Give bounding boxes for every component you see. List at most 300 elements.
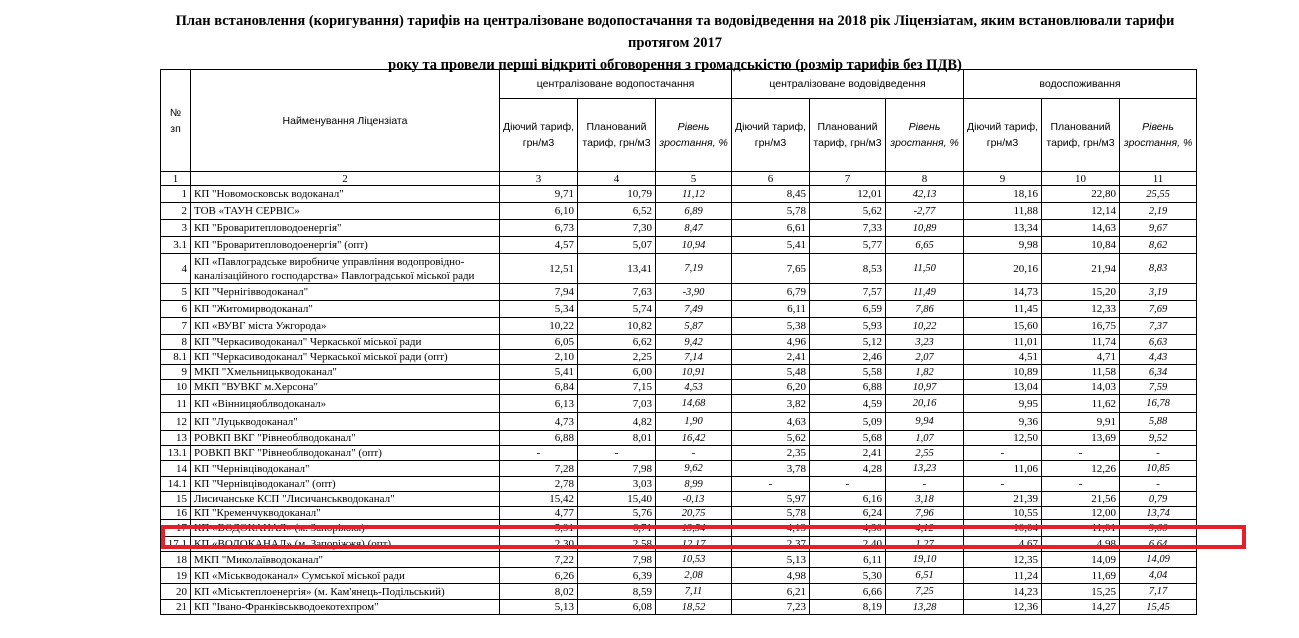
current-tariff-cell: 6,11	[732, 301, 810, 318]
planned-tariff-cell: -	[1042, 477, 1120, 492]
growth-level-cell: 1,82	[886, 365, 964, 380]
planned-tariff-cell: 7,03	[578, 395, 656, 413]
current-tariff-cell: 6,88	[500, 431, 578, 446]
growth-level-cell: 11,49	[886, 284, 964, 301]
current-tariff-cell: 2,37	[732, 537, 810, 552]
current-tariff-cell: 10,89	[964, 365, 1042, 380]
planned-tariff-cell: 14,09	[1042, 552, 1120, 568]
table-row	[161, 568, 1197, 584]
growth-level-cell: 10,94	[656, 237, 732, 254]
growth-level-cell: 4,43	[1120, 350, 1197, 365]
growth-level-cell: 6,51	[886, 568, 964, 584]
table-row	[161, 395, 1197, 413]
current-tariff-cell: 11,06	[964, 461, 1042, 477]
planned-tariff-cell: 5,74	[578, 301, 656, 318]
planned-tariff-cell: 8,59	[578, 584, 656, 600]
current-tariff-cell: 12,35	[964, 552, 1042, 568]
header-name: Найменування Ліцензіата	[191, 70, 500, 172]
current-tariff-cell: 14,73	[964, 284, 1042, 301]
current-tariff-cell: 5,97	[732, 492, 810, 507]
current-tariff-cell: 5,13	[500, 600, 578, 615]
current-tariff-cell: 21,39	[964, 492, 1042, 507]
header-current-tariff: Діючий тариф, грн/м3	[500, 99, 578, 172]
row-number: 12	[161, 413, 191, 431]
row-number: 8.1	[161, 350, 191, 365]
planned-tariff-cell: 11,69	[1042, 568, 1120, 584]
licensee-name: МКП "Миколаївводоканал"	[191, 552, 500, 568]
current-tariff-cell: 3,82	[732, 395, 810, 413]
current-tariff-cell: 13,34	[964, 220, 1042, 237]
current-tariff-cell: 9,71	[500, 186, 578, 203]
licensee-name: КП "Чернівціводоканал"	[191, 461, 500, 477]
header-growth-level: Рівень зростання, %	[1120, 99, 1197, 172]
growth-level-cell: 7,25	[886, 584, 964, 600]
growth-level-cell: 0,79	[1120, 492, 1197, 507]
planned-tariff-cell: 8,19	[810, 600, 886, 615]
current-tariff-cell: 11,45	[964, 301, 1042, 318]
licensee-name: КП "Чернівціводоканал" (опт)	[191, 477, 500, 492]
growth-level-cell: 7,69	[1120, 301, 1197, 318]
row-number: 20	[161, 584, 191, 600]
table-row	[161, 380, 1197, 395]
planned-tariff-cell: 12,01	[810, 186, 886, 203]
current-tariff-cell: 7,65	[732, 254, 810, 284]
growth-level-cell: 15,45	[1120, 600, 1197, 615]
growth-level-cell: 9,67	[1120, 220, 1197, 237]
current-tariff-cell: 2,10	[500, 350, 578, 365]
tariff-table	[160, 69, 1197, 615]
growth-level-cell: 16,78	[1120, 395, 1197, 413]
current-tariff-cell: 11,88	[964, 203, 1042, 220]
table-row	[161, 350, 1197, 365]
planned-tariff-cell: 7,98	[578, 552, 656, 568]
growth-level-cell: -	[1120, 477, 1197, 492]
row-number: 21	[161, 600, 191, 615]
table-row	[161, 600, 1197, 615]
growth-level-cell: 12,17	[656, 537, 732, 552]
planned-tariff-cell: 5,12	[810, 335, 886, 350]
current-tariff-cell: 5,78	[732, 203, 810, 220]
licensee-name: РОВКП ВКГ "Рівнеоблводоканал" (опт)	[191, 446, 500, 461]
growth-level-cell: 9,52	[1120, 431, 1197, 446]
row-number: 19	[161, 568, 191, 584]
planned-tariff-cell: 12,00	[1042, 507, 1120, 520]
licensee-name: КП "Кременчукводоканал"	[191, 507, 500, 520]
licensee-name: КП "Броваритепловодоенергія" (опт)	[191, 237, 500, 254]
planned-tariff-cell: -	[1042, 446, 1120, 461]
planned-tariff-cell: 7,57	[810, 284, 886, 301]
row-number: 10	[161, 380, 191, 395]
row-number: 5	[161, 284, 191, 301]
growth-level-cell: 14,68	[656, 395, 732, 413]
header-planned-tariff: Планований тариф, грн/м3	[810, 99, 886, 172]
growth-level-cell: 6,63	[1120, 335, 1197, 350]
planned-tariff-cell: 5,30	[810, 568, 886, 584]
current-tariff-cell: 5,41	[732, 237, 810, 254]
growth-level-cell: 1,27	[886, 537, 964, 552]
planned-tariff-cell: 6,62	[578, 335, 656, 350]
tariff-table-body	[161, 186, 1197, 615]
planned-tariff-cell: 10,84	[1042, 237, 1120, 254]
growth-level-cell: 4,12	[886, 520, 964, 537]
current-tariff-cell: 6,26	[500, 568, 578, 584]
current-tariff-cell: 9,98	[964, 237, 1042, 254]
growth-level-cell: 10,91	[656, 365, 732, 380]
current-tariff-cell: 4,63	[732, 413, 810, 431]
current-tariff-cell: -	[964, 477, 1042, 492]
current-tariff-cell: 6,05	[500, 335, 578, 350]
growth-level-cell: 6,89	[656, 203, 732, 220]
header-planned-tariff: Планований тариф, грн/м3	[1042, 99, 1120, 172]
planned-tariff-cell: 12,26	[1042, 461, 1120, 477]
table-row	[161, 318, 1197, 335]
current-tariff-cell: 7,28	[500, 461, 578, 477]
column-number-row	[161, 172, 1197, 186]
current-tariff-cell: 4,51	[964, 350, 1042, 365]
licensee-name: КП «Вінницяоблводоканал»	[191, 395, 500, 413]
table-row	[161, 431, 1197, 446]
growth-level-cell: -	[886, 477, 964, 492]
current-tariff-cell: 6,20	[732, 380, 810, 395]
licensee-name: МКП "ВУВКГ м.Херсона"	[191, 380, 500, 395]
table-row	[161, 237, 1197, 254]
header-group-water-supply: централізоване водопостачання	[500, 70, 732, 99]
current-tariff-cell: 2,41	[732, 350, 810, 365]
row-number: 1	[161, 186, 191, 203]
growth-level-cell: 13,54	[656, 520, 732, 537]
growth-level-cell: 6,65	[886, 237, 964, 254]
row-number: 18	[161, 552, 191, 568]
table-row	[161, 335, 1197, 350]
planned-tariff-cell: 14,27	[1042, 600, 1120, 615]
licensee-name: КП "Броваритепловодоенергія"	[191, 220, 500, 237]
growth-level-cell: 1,07	[886, 431, 964, 446]
planned-tariff-cell: 11,62	[1042, 395, 1120, 413]
growth-level-cell: 14,09	[1120, 552, 1197, 568]
row-number: 16	[161, 507, 191, 520]
current-tariff-cell: 6,73	[500, 220, 578, 237]
table-row	[161, 492, 1197, 507]
growth-level-cell: 7,59	[1120, 380, 1197, 395]
growth-level-cell: 7,17	[1120, 584, 1197, 600]
growth-level-cell: 7,49	[656, 301, 732, 318]
planned-tariff-cell: 7,30	[578, 220, 656, 237]
current-tariff-cell: 4,73	[500, 413, 578, 431]
row-number: 2	[161, 203, 191, 220]
growth-level-cell: -2,77	[886, 203, 964, 220]
header-growth-level: Рівень зростання, %	[886, 99, 964, 172]
row-number: 14	[161, 461, 191, 477]
row-number: 3.1	[161, 237, 191, 254]
current-tariff-cell: 15,60	[964, 318, 1042, 335]
growth-level-cell: 7,86	[886, 301, 964, 318]
current-tariff-cell: 6,13	[500, 395, 578, 413]
growth-level-cell: 2,55	[886, 446, 964, 461]
growth-level-cell: 3,18	[886, 492, 964, 507]
table-row	[161, 507, 1197, 520]
planned-tariff-cell: 5,93	[810, 318, 886, 335]
planned-tariff-cell: 11,74	[1042, 335, 1120, 350]
current-tariff-cell: 7,23	[732, 600, 810, 615]
growth-level-cell: -	[1120, 446, 1197, 461]
row-number: 7	[161, 318, 191, 335]
licensee-name: КП "Луцькводоканал"	[191, 413, 500, 431]
column-number: 6	[732, 172, 810, 186]
current-tariff-cell: 10,22	[500, 318, 578, 335]
growth-level-cell: 9,42	[656, 335, 732, 350]
planned-tariff-cell: 22,80	[1042, 186, 1120, 203]
planned-tariff-cell: 12,33	[1042, 301, 1120, 318]
current-tariff-cell: 5,62	[732, 431, 810, 446]
growth-level-cell: 18,52	[656, 600, 732, 615]
column-number: 7	[810, 172, 886, 186]
planned-tariff-cell: 4,71	[1042, 350, 1120, 365]
planned-tariff-cell: 9,91	[1042, 413, 1120, 431]
growth-level-cell: 2,08	[656, 568, 732, 584]
growth-level-cell: 2,07	[886, 350, 964, 365]
current-tariff-cell: 8,45	[732, 186, 810, 203]
planned-tariff-cell: 21,94	[1042, 254, 1120, 284]
current-tariff-cell: 5,41	[500, 365, 578, 380]
licensee-name: КП «ВОДОКАНАЛ» (м. Запоріжжя)	[191, 520, 500, 537]
growth-level-cell: 8,99	[656, 477, 732, 492]
growth-level-cell: -3,90	[656, 284, 732, 301]
current-tariff-cell: 6,84	[500, 380, 578, 395]
growth-level-cell: 10,22	[886, 318, 964, 335]
planned-tariff-cell: 6,88	[810, 380, 886, 395]
planned-tariff-cell: 7,63	[578, 284, 656, 301]
row-number: 4	[161, 254, 191, 284]
growth-level-cell: 13,23	[886, 461, 964, 477]
row-number: 15	[161, 492, 191, 507]
licensee-name: КП "Чернігівводоканал"	[191, 284, 500, 301]
planned-tariff-cell: 6,08	[578, 600, 656, 615]
table-row	[161, 220, 1197, 237]
current-tariff-cell: 5,34	[500, 301, 578, 318]
licensee-name: КП "Черкасиводоканал" Черкаської міської ради (опт)	[191, 350, 500, 365]
planned-tariff-cell: 4,30	[810, 520, 886, 537]
current-tariff-cell: 5,78	[732, 507, 810, 520]
header-group-consumption: водоспоживання	[964, 70, 1197, 99]
current-tariff-cell: 4,67	[964, 537, 1042, 552]
current-tariff-cell: 11,01	[964, 335, 1042, 350]
planned-tariff-cell: 4,59	[810, 395, 886, 413]
current-tariff-cell: 9,95	[964, 395, 1042, 413]
growth-level-cell: 6,64	[1120, 537, 1197, 552]
current-tariff-cell: 13,04	[964, 380, 1042, 395]
growth-level-cell: 9,66	[1120, 520, 1197, 537]
licensee-name: КП "Черкасиводоканал" Черкаської міської ради	[191, 335, 500, 350]
planned-tariff-cell: 15,40	[578, 492, 656, 507]
current-tariff-cell: 8,02	[500, 584, 578, 600]
licensee-name: КП «Міськводоканал» Сумської міської ради	[191, 568, 500, 584]
growth-level-cell: 9,94	[886, 413, 964, 431]
planned-tariff-cell: 8,01	[578, 431, 656, 446]
growth-level-cell: 10,85	[1120, 461, 1197, 477]
planned-tariff-cell: 10,82	[578, 318, 656, 335]
row-number: 3	[161, 220, 191, 237]
planned-tariff-cell: 5,76	[578, 507, 656, 520]
growth-level-cell: 3,19	[1120, 284, 1197, 301]
planned-tariff-cell: 4,28	[810, 461, 886, 477]
table-row	[161, 203, 1197, 220]
current-tariff-cell: 6,79	[732, 284, 810, 301]
current-tariff-cell: 15,42	[500, 492, 578, 507]
current-tariff-cell: 18,16	[964, 186, 1042, 203]
current-tariff-cell: 12,36	[964, 600, 1042, 615]
current-tariff-cell: 5,91	[500, 520, 578, 537]
planned-tariff-cell: 6,59	[810, 301, 886, 318]
growth-level-cell: -0,13	[656, 492, 732, 507]
planned-tariff-cell: -	[578, 446, 656, 461]
growth-level-cell: 8,47	[656, 220, 732, 237]
planned-tariff-cell: 2,58	[578, 537, 656, 552]
planned-tariff-cell: 6,16	[810, 492, 886, 507]
current-tariff-cell: 4,96	[732, 335, 810, 350]
title-line-2: року та провели перші відкриті обговорення з громадськістю (розмір тарифів без ПДВ)	[388, 57, 962, 73]
table-row	[161, 254, 1197, 284]
planned-tariff-cell: 5,09	[810, 413, 886, 431]
planned-tariff-cell: 5,77	[810, 237, 886, 254]
current-tariff-cell: 5,13	[732, 552, 810, 568]
table-row	[161, 584, 1197, 600]
growth-level-cell: 3,23	[886, 335, 964, 350]
table-row	[161, 520, 1197, 537]
table-row	[161, 446, 1197, 461]
table-row	[161, 552, 1197, 568]
document-title	[150, 10, 1200, 76]
growth-level-cell: 8,83	[1120, 254, 1197, 284]
planned-tariff-cell: 11,58	[1042, 365, 1120, 380]
current-tariff-cell: 7,22	[500, 552, 578, 568]
row-number: 11	[161, 395, 191, 413]
growth-level-cell: 9,62	[656, 461, 732, 477]
planned-tariff-cell: 5,68	[810, 431, 886, 446]
licensee-name: РОВКП ВКГ "Рівнеоблводоканал"	[191, 431, 500, 446]
current-tariff-cell: 2,30	[500, 537, 578, 552]
current-tariff-cell: 4,57	[500, 237, 578, 254]
current-tariff-cell: 11,24	[964, 568, 1042, 584]
table-row	[161, 284, 1197, 301]
planned-tariff-cell: 2,41	[810, 446, 886, 461]
table-row	[161, 186, 1197, 203]
growth-level-cell: 11,50	[886, 254, 964, 284]
column-number: 11	[1120, 172, 1197, 186]
growth-level-cell: 5,88	[1120, 413, 1197, 431]
planned-tariff-cell: 5,58	[810, 365, 886, 380]
current-tariff-cell: 12,51	[500, 254, 578, 284]
column-number: 10	[1042, 172, 1120, 186]
planned-tariff-cell: 7,15	[578, 380, 656, 395]
header-no: № зп	[161, 70, 191, 172]
planned-tariff-cell: 6,11	[810, 552, 886, 568]
planned-tariff-cell: 6,71	[578, 520, 656, 537]
growth-level-cell: 7,11	[656, 584, 732, 600]
current-tariff-cell: 2,35	[732, 446, 810, 461]
column-number: 2	[191, 172, 500, 186]
current-tariff-cell: 2,78	[500, 477, 578, 492]
header-growth-level: Рівень зростання, %	[656, 99, 732, 172]
current-tariff-cell: 4,98	[732, 568, 810, 584]
licensee-name: МКП "Хмельницькводоканал"	[191, 365, 500, 380]
column-number: 8	[886, 172, 964, 186]
header-current-tariff: Діючий тариф, грн/м3	[732, 99, 810, 172]
licensee-name: КП «ВОДОКАНАЛ» (м. Запоріжжя) (опт)	[191, 537, 500, 552]
growth-level-cell: 7,96	[886, 507, 964, 520]
planned-tariff-cell: 3,03	[578, 477, 656, 492]
planned-tariff-cell: 6,66	[810, 584, 886, 600]
table-row	[161, 461, 1197, 477]
growth-level-cell: 13,28	[886, 600, 964, 615]
current-tariff-cell: 6,21	[732, 584, 810, 600]
column-number: 1	[161, 172, 191, 186]
current-tariff-cell: 20,16	[964, 254, 1042, 284]
column-number: 9	[964, 172, 1042, 186]
growth-level-cell: 7,19	[656, 254, 732, 284]
column-number: 4	[578, 172, 656, 186]
planned-tariff-cell: 14,03	[1042, 380, 1120, 395]
planned-tariff-cell: 6,24	[810, 507, 886, 520]
growth-level-cell: 7,37	[1120, 318, 1197, 335]
planned-tariff-cell: 4,82	[578, 413, 656, 431]
current-tariff-cell: 4,13	[732, 520, 810, 537]
planned-tariff-cell: 21,56	[1042, 492, 1120, 507]
table-row	[161, 477, 1197, 492]
planned-tariff-cell: 2,40	[810, 537, 886, 552]
growth-level-cell: 19,10	[886, 552, 964, 568]
growth-level-cell: 4,53	[656, 380, 732, 395]
growth-level-cell: 2,19	[1120, 203, 1197, 220]
current-tariff-cell: 4,77	[500, 507, 578, 520]
row-number: 6	[161, 301, 191, 318]
growth-level-cell: 1,90	[656, 413, 732, 431]
current-tariff-cell: 7,94	[500, 284, 578, 301]
licensee-name: КП "Житомирводоканал"	[191, 301, 500, 318]
current-tariff-cell: 9,36	[964, 413, 1042, 431]
column-number: 5	[656, 172, 732, 186]
growth-level-cell: 10,53	[656, 552, 732, 568]
planned-tariff-cell: 14,63	[1042, 220, 1120, 237]
planned-tariff-cell: 6,52	[578, 203, 656, 220]
current-tariff-cell: -	[500, 446, 578, 461]
planned-tariff-cell: 11,01	[1042, 520, 1120, 537]
current-tariff-cell: 10,55	[964, 507, 1042, 520]
licensee-name: КП "Івано-Франківськводоекотехпром"	[191, 600, 500, 615]
planned-tariff-cell: 8,53	[810, 254, 886, 284]
current-tariff-cell: 6,61	[732, 220, 810, 237]
growth-level-cell: 7,14	[656, 350, 732, 365]
planned-tariff-cell: 12,14	[1042, 203, 1120, 220]
licensee-name: КП "Новомосковськ водоканал"	[191, 186, 500, 203]
growth-level-cell: -	[656, 446, 732, 461]
growth-level-cell: 42,13	[886, 186, 964, 203]
current-tariff-cell: 3,78	[732, 461, 810, 477]
current-tariff-cell: -	[964, 446, 1042, 461]
planned-tariff-cell: 2,25	[578, 350, 656, 365]
planned-tariff-cell: 5,07	[578, 237, 656, 254]
growth-level-cell: 25,55	[1120, 186, 1197, 203]
licensee-name: КП «ВУВГ міста Ужгорода»	[191, 318, 500, 335]
planned-tariff-cell: 13,69	[1042, 431, 1120, 446]
current-tariff-cell: 10,04	[964, 520, 1042, 537]
table-row	[161, 413, 1197, 431]
row-number: 17	[161, 520, 191, 537]
growth-level-cell: 5,87	[656, 318, 732, 335]
header-group-drainage: централізоване водовідведення	[732, 70, 964, 99]
table-row	[161, 537, 1197, 552]
growth-level-cell: 16,42	[656, 431, 732, 446]
licensee-name: КП «Міськтеплоенергія» (м. Кам'янець-Подільський)	[191, 584, 500, 600]
